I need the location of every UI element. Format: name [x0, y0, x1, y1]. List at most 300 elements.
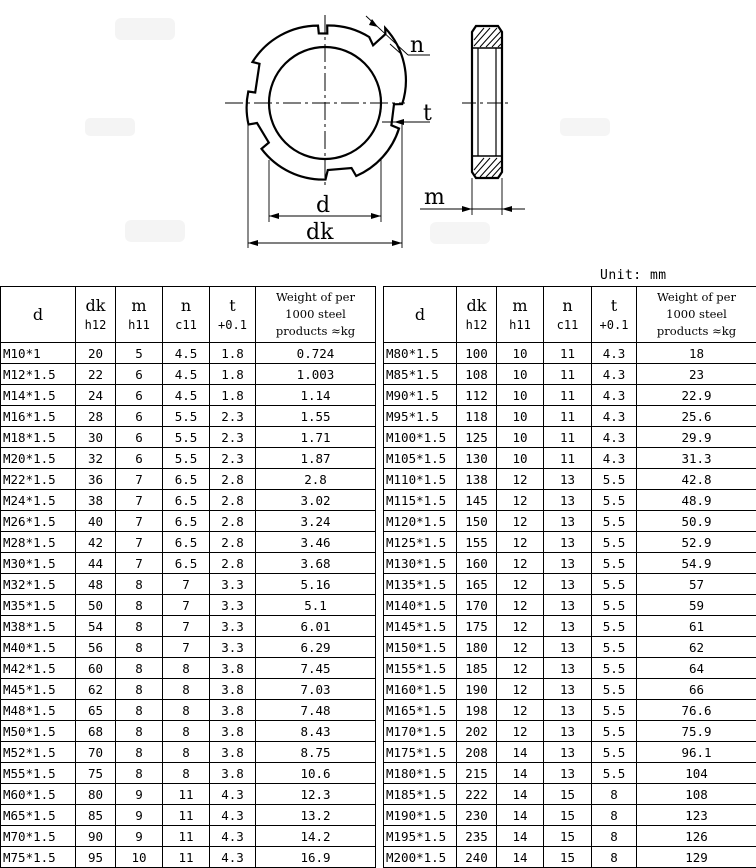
cell-n: 7 [163, 637, 210, 658]
cell-dk: 28 [76, 406, 116, 427]
cell-weight: 52.9 [637, 532, 756, 553]
cell-weight: 1.14 [256, 385, 376, 406]
cell-n: 13 [544, 637, 592, 658]
table-row [1, 616, 376, 637]
cell-m: 10 [497, 427, 544, 448]
table-row [1, 511, 376, 532]
cell-dk: 202 [457, 721, 497, 742]
cell-weight: 66 [637, 679, 756, 700]
table-row [384, 427, 756, 448]
cell-n: 4.5 [163, 385, 210, 406]
cell-m: 10 [497, 406, 544, 427]
cell-d: M42*1.5 [1, 658, 76, 679]
table-row [384, 847, 756, 868]
table-row [384, 406, 756, 427]
cell-d: M60*1.5 [1, 784, 76, 805]
header-d: d [384, 287, 457, 343]
cell-n: 8 [163, 679, 210, 700]
header-m: m h11 [497, 287, 544, 343]
header-t: t +0.1 [210, 287, 256, 343]
table-row [1, 805, 376, 826]
table-row [384, 343, 756, 364]
cell-n: 13 [544, 616, 592, 637]
cell-d: M195*1.5 [384, 826, 457, 847]
cell-t: 4.3 [210, 784, 256, 805]
cell-m: 14 [497, 784, 544, 805]
cell-m: 6 [116, 385, 163, 406]
cell-t: 3.8 [210, 721, 256, 742]
table-row [1, 637, 376, 658]
cell-t: 4.3 [592, 385, 637, 406]
cell-weight: 0.724 [256, 343, 376, 364]
cell-dk: 108 [457, 364, 497, 385]
cell-t: 4.3 [210, 805, 256, 826]
cell-dk: 100 [457, 343, 497, 364]
cell-m: 8 [116, 616, 163, 637]
cell-t: 8 [592, 805, 637, 826]
cell-m: 8 [116, 637, 163, 658]
cell-n: 13 [544, 721, 592, 742]
cell-d: M100*1.5 [384, 427, 457, 448]
cell-n: 11 [544, 385, 592, 406]
cell-t: 1.8 [210, 385, 256, 406]
cell-t: 4.3 [592, 406, 637, 427]
table-row [384, 532, 756, 553]
cell-weight: 25.6 [637, 406, 756, 427]
cell-weight: 6.29 [256, 637, 376, 658]
cell-dk: 75 [76, 763, 116, 784]
table-row [1, 574, 376, 595]
cell-d: M65*1.5 [1, 805, 76, 826]
cell-m: 12 [497, 511, 544, 532]
nut-drawing-svg [0, 0, 756, 270]
cell-t: 3.8 [210, 763, 256, 784]
cell-dk: 165 [457, 574, 497, 595]
cell-n: 5.5 [163, 448, 210, 469]
cell-n: 7 [163, 616, 210, 637]
cell-m: 12 [497, 469, 544, 490]
cell-n: 13 [544, 574, 592, 595]
table-header-row [384, 287, 756, 343]
cell-d: M105*1.5 [384, 448, 457, 469]
table-row [1, 700, 376, 721]
table-row [1, 448, 376, 469]
cell-n: 6.5 [163, 532, 210, 553]
table-row [384, 469, 756, 490]
table-row [384, 616, 756, 637]
cell-dk: 160 [457, 553, 497, 574]
label-m: m [424, 185, 445, 210]
cell-t: 2.8 [210, 490, 256, 511]
cell-dk: 38 [76, 490, 116, 511]
cell-weight: 59 [637, 595, 756, 616]
cell-t: 5.5 [592, 595, 637, 616]
cell-d: M170*1.5 [384, 721, 457, 742]
label-t: t [423, 101, 432, 126]
cell-weight: 22.9 [637, 385, 756, 406]
cell-m: 12 [497, 637, 544, 658]
cell-n: 4.5 [163, 364, 210, 385]
cell-m: 8 [116, 595, 163, 616]
cell-t: 8 [592, 826, 637, 847]
cell-m: 7 [116, 490, 163, 511]
cell-dk: 180 [457, 637, 497, 658]
hatching-bottom [474, 158, 501, 177]
cell-m: 9 [116, 826, 163, 847]
table-row [1, 490, 376, 511]
cell-n: 15 [544, 805, 592, 826]
cell-t: 3.8 [210, 742, 256, 763]
cell-weight: 1.003 [256, 364, 376, 385]
cell-d: M28*1.5 [1, 532, 76, 553]
cell-dk: 32 [76, 448, 116, 469]
table-row [1, 721, 376, 742]
table-row [384, 385, 756, 406]
label-dk: dk [306, 220, 334, 245]
cell-d: M190*1.5 [384, 805, 457, 826]
cell-m: 8 [116, 574, 163, 595]
header-t: t +0.1 [592, 287, 637, 343]
cell-weight: 64 [637, 658, 756, 679]
cell-m: 6 [116, 427, 163, 448]
cell-weight: 2.8 [256, 469, 376, 490]
cell-t: 2.8 [210, 532, 256, 553]
cell-n: 11 [544, 427, 592, 448]
cell-dk: 138 [457, 469, 497, 490]
cell-t: 5.5 [592, 574, 637, 595]
cell-n: 13 [544, 679, 592, 700]
cell-d: M48*1.5 [1, 700, 76, 721]
cell-dk: 208 [457, 742, 497, 763]
cell-weight: 61 [637, 616, 756, 637]
cell-t: 3.3 [210, 574, 256, 595]
cell-m: 12 [497, 595, 544, 616]
cell-m: 10 [497, 385, 544, 406]
cell-dk: 90 [76, 826, 116, 847]
cell-d: M18*1.5 [1, 427, 76, 448]
cell-dk: 145 [457, 490, 497, 511]
cell-n: 7 [163, 574, 210, 595]
cell-d: M85*1.5 [384, 364, 457, 385]
cell-dk: 20 [76, 343, 116, 364]
cell-t: 5.5 [592, 637, 637, 658]
table-row [384, 448, 756, 469]
cell-m: 7 [116, 553, 163, 574]
cell-weight: 1.55 [256, 406, 376, 427]
table-row [384, 826, 756, 847]
cell-d: M12*1.5 [1, 364, 76, 385]
cell-m: 8 [116, 763, 163, 784]
cell-n: 15 [544, 784, 592, 805]
cell-dk: 42 [76, 532, 116, 553]
cell-n: 13 [544, 700, 592, 721]
table-row [1, 427, 376, 448]
cell-m: 5 [116, 343, 163, 364]
cell-weight: 62 [637, 637, 756, 658]
table-row [1, 742, 376, 763]
table-row [384, 784, 756, 805]
table-row [384, 511, 756, 532]
cell-t: 2.3 [210, 448, 256, 469]
table-row [384, 658, 756, 679]
cell-m: 14 [497, 847, 544, 868]
header-dk: dk h12 [76, 287, 116, 343]
cell-n: 11 [163, 805, 210, 826]
cell-d: M35*1.5 [1, 595, 76, 616]
cell-d: M125*1.5 [384, 532, 457, 553]
cell-dk: 198 [457, 700, 497, 721]
table-row [384, 700, 756, 721]
cell-weight: 129 [637, 847, 756, 868]
header-n: n c11 [163, 287, 210, 343]
cell-dk: 125 [457, 427, 497, 448]
cell-m: 10 [497, 448, 544, 469]
cell-n: 6.5 [163, 490, 210, 511]
cell-d: M135*1.5 [384, 574, 457, 595]
cell-n: 6.5 [163, 469, 210, 490]
cell-n: 13 [544, 553, 592, 574]
cell-d: M180*1.5 [384, 763, 457, 784]
cell-t: 2.8 [210, 553, 256, 574]
cell-d: M24*1.5 [1, 490, 76, 511]
table-row [384, 721, 756, 742]
cell-weight: 3.46 [256, 532, 376, 553]
cell-d: M75*1.5 [1, 847, 76, 868]
cell-t: 2.8 [210, 511, 256, 532]
cell-dk: 36 [76, 469, 116, 490]
cell-weight: 50.9 [637, 511, 756, 532]
table-row [384, 364, 756, 385]
cell-t: 3.8 [210, 679, 256, 700]
cell-n: 15 [544, 826, 592, 847]
cell-n: 13 [544, 511, 592, 532]
cell-m: 14 [497, 826, 544, 847]
cell-n: 13 [544, 595, 592, 616]
cell-weight: 3.02 [256, 490, 376, 511]
cell-n: 8 [163, 763, 210, 784]
cell-d: M55*1.5 [1, 763, 76, 784]
cell-dk: 175 [457, 616, 497, 637]
cell-m: 8 [116, 700, 163, 721]
table-row [1, 679, 376, 700]
cell-n: 6.5 [163, 511, 210, 532]
cell-m: 6 [116, 364, 163, 385]
cell-weight: 1.87 [256, 448, 376, 469]
cell-dk: 54 [76, 616, 116, 637]
cell-weight: 23 [637, 364, 756, 385]
table-row [384, 679, 756, 700]
cell-t: 3.8 [210, 700, 256, 721]
cell-weight: 18 [637, 343, 756, 364]
cell-dk: 190 [457, 679, 497, 700]
cell-n: 11 [163, 826, 210, 847]
cell-d: M175*1.5 [384, 742, 457, 763]
cell-dk: 44 [76, 553, 116, 574]
cell-d: M120*1.5 [384, 511, 457, 532]
cell-m: 12 [497, 490, 544, 511]
cell-t: 5.5 [592, 616, 637, 637]
cell-t: 2.3 [210, 427, 256, 448]
cell-m: 12 [497, 700, 544, 721]
cell-d: M95*1.5 [384, 406, 457, 427]
cell-dk: 95 [76, 847, 116, 868]
cell-weight: 48.9 [637, 490, 756, 511]
cell-dk: 215 [457, 763, 497, 784]
cell-m: 9 [116, 805, 163, 826]
cell-n: 13 [544, 763, 592, 784]
cell-dk: 185 [457, 658, 497, 679]
spec-table-left [0, 286, 376, 868]
cell-dk: 22 [76, 364, 116, 385]
cell-t: 3.3 [210, 637, 256, 658]
cell-d: M38*1.5 [1, 616, 76, 637]
cell-dk: 112 [457, 385, 497, 406]
hatching-top [474, 28, 501, 47]
cell-n: 11 [163, 784, 210, 805]
cell-t: 5.5 [592, 511, 637, 532]
cell-weight: 31.3 [637, 448, 756, 469]
cell-t: 3.3 [210, 616, 256, 637]
cell-d: M70*1.5 [1, 826, 76, 847]
cell-m: 12 [497, 721, 544, 742]
cell-m: 12 [497, 553, 544, 574]
table-row [1, 385, 376, 406]
cell-d: M20*1.5 [1, 448, 76, 469]
cell-m: 14 [497, 805, 544, 826]
cell-m: 7 [116, 532, 163, 553]
cell-n: 11 [544, 343, 592, 364]
cell-n: 8 [163, 721, 210, 742]
cell-m: 8 [116, 679, 163, 700]
table-row [1, 826, 376, 847]
cell-d: M32*1.5 [1, 574, 76, 595]
cell-d: M30*1.5 [1, 553, 76, 574]
cell-d: M155*1.5 [384, 658, 457, 679]
cell-dk: 130 [457, 448, 497, 469]
cell-n: 8 [163, 700, 210, 721]
cell-d: M145*1.5 [384, 616, 457, 637]
cell-dk: 85 [76, 805, 116, 826]
cell-n: 13 [544, 532, 592, 553]
cell-d: M45*1.5 [1, 679, 76, 700]
cell-n: 13 [544, 469, 592, 490]
cell-dk: 230 [457, 805, 497, 826]
cell-dk: 118 [457, 406, 497, 427]
table-row [384, 637, 756, 658]
cell-m: 6 [116, 406, 163, 427]
cell-dk: 70 [76, 742, 116, 763]
table-row [1, 763, 376, 784]
cell-dk: 56 [76, 637, 116, 658]
table-row [1, 595, 376, 616]
cell-d: M140*1.5 [384, 595, 457, 616]
cell-t: 5.5 [592, 469, 637, 490]
cell-t: 2.3 [210, 406, 256, 427]
cell-d: M90*1.5 [384, 385, 457, 406]
cell-d: M80*1.5 [384, 343, 457, 364]
cell-m: 10 [497, 343, 544, 364]
cell-weight: 12.3 [256, 784, 376, 805]
cell-t: 1.8 [210, 364, 256, 385]
table-row [384, 742, 756, 763]
cell-t: 4.3 [592, 343, 637, 364]
cell-m: 7 [116, 511, 163, 532]
cell-d: M16*1.5 [1, 406, 76, 427]
cell-d: M130*1.5 [384, 553, 457, 574]
table-row [384, 490, 756, 511]
cell-t: 5.5 [592, 742, 637, 763]
cell-m: 9 [116, 784, 163, 805]
cell-d: M200*1.5 [384, 847, 457, 868]
cell-t: 4.3 [592, 448, 637, 469]
cell-weight: 76.6 [637, 700, 756, 721]
cell-dk: 30 [76, 427, 116, 448]
header-n: n c11 [544, 287, 592, 343]
table-row [384, 595, 756, 616]
cell-dk: 170 [457, 595, 497, 616]
cell-n: 11 [544, 448, 592, 469]
cell-d: M26*1.5 [1, 511, 76, 532]
cell-t: 4.3 [592, 364, 637, 385]
label-d: d [316, 193, 330, 218]
cell-weight: 5.16 [256, 574, 376, 595]
cell-weight: 16.9 [256, 847, 376, 868]
cell-t: 4.3 [210, 826, 256, 847]
cell-dk: 240 [457, 847, 497, 868]
cell-m: 6 [116, 448, 163, 469]
cell-weight: 126 [637, 826, 756, 847]
cell-m: 12 [497, 616, 544, 637]
cell-dk: 62 [76, 679, 116, 700]
cell-t: 2.8 [210, 469, 256, 490]
cell-d: M14*1.5 [1, 385, 76, 406]
cell-t: 5.5 [592, 553, 637, 574]
cell-m: 8 [116, 721, 163, 742]
cell-weight: 3.24 [256, 511, 376, 532]
cell-m: 8 [116, 658, 163, 679]
cell-weight: 96.1 [637, 742, 756, 763]
table-row [1, 343, 376, 364]
cell-weight: 1.71 [256, 427, 376, 448]
cell-m: 8 [116, 742, 163, 763]
cell-m: 14 [497, 742, 544, 763]
cell-weight: 10.6 [256, 763, 376, 784]
cell-t: 4.3 [592, 427, 637, 448]
cell-weight: 104 [637, 763, 756, 784]
label-n: n [410, 33, 424, 58]
cell-t: 3.3 [210, 595, 256, 616]
cell-n: 8 [163, 742, 210, 763]
cell-t: 5.5 [592, 679, 637, 700]
cell-n: 5.5 [163, 427, 210, 448]
cell-dk: 48 [76, 574, 116, 595]
cell-t: 5.5 [592, 490, 637, 511]
spec-table-right [383, 286, 756, 868]
cell-d: M115*1.5 [384, 490, 457, 511]
cell-n: 8 [163, 658, 210, 679]
header-weight: Weight of per 1000 steel products ≈kg [256, 287, 376, 343]
cell-weight: 29.9 [637, 427, 756, 448]
cell-n: 11 [544, 364, 592, 385]
cell-d: M52*1.5 [1, 742, 76, 763]
cell-m: 10 [497, 364, 544, 385]
cell-dk: 222 [457, 784, 497, 805]
cell-t: 8 [592, 847, 637, 868]
header-weight: Weight of per 1000 steel products ≈kg [637, 287, 756, 343]
cell-t: 8 [592, 784, 637, 805]
cell-weight: 7.48 [256, 700, 376, 721]
table-row [1, 658, 376, 679]
